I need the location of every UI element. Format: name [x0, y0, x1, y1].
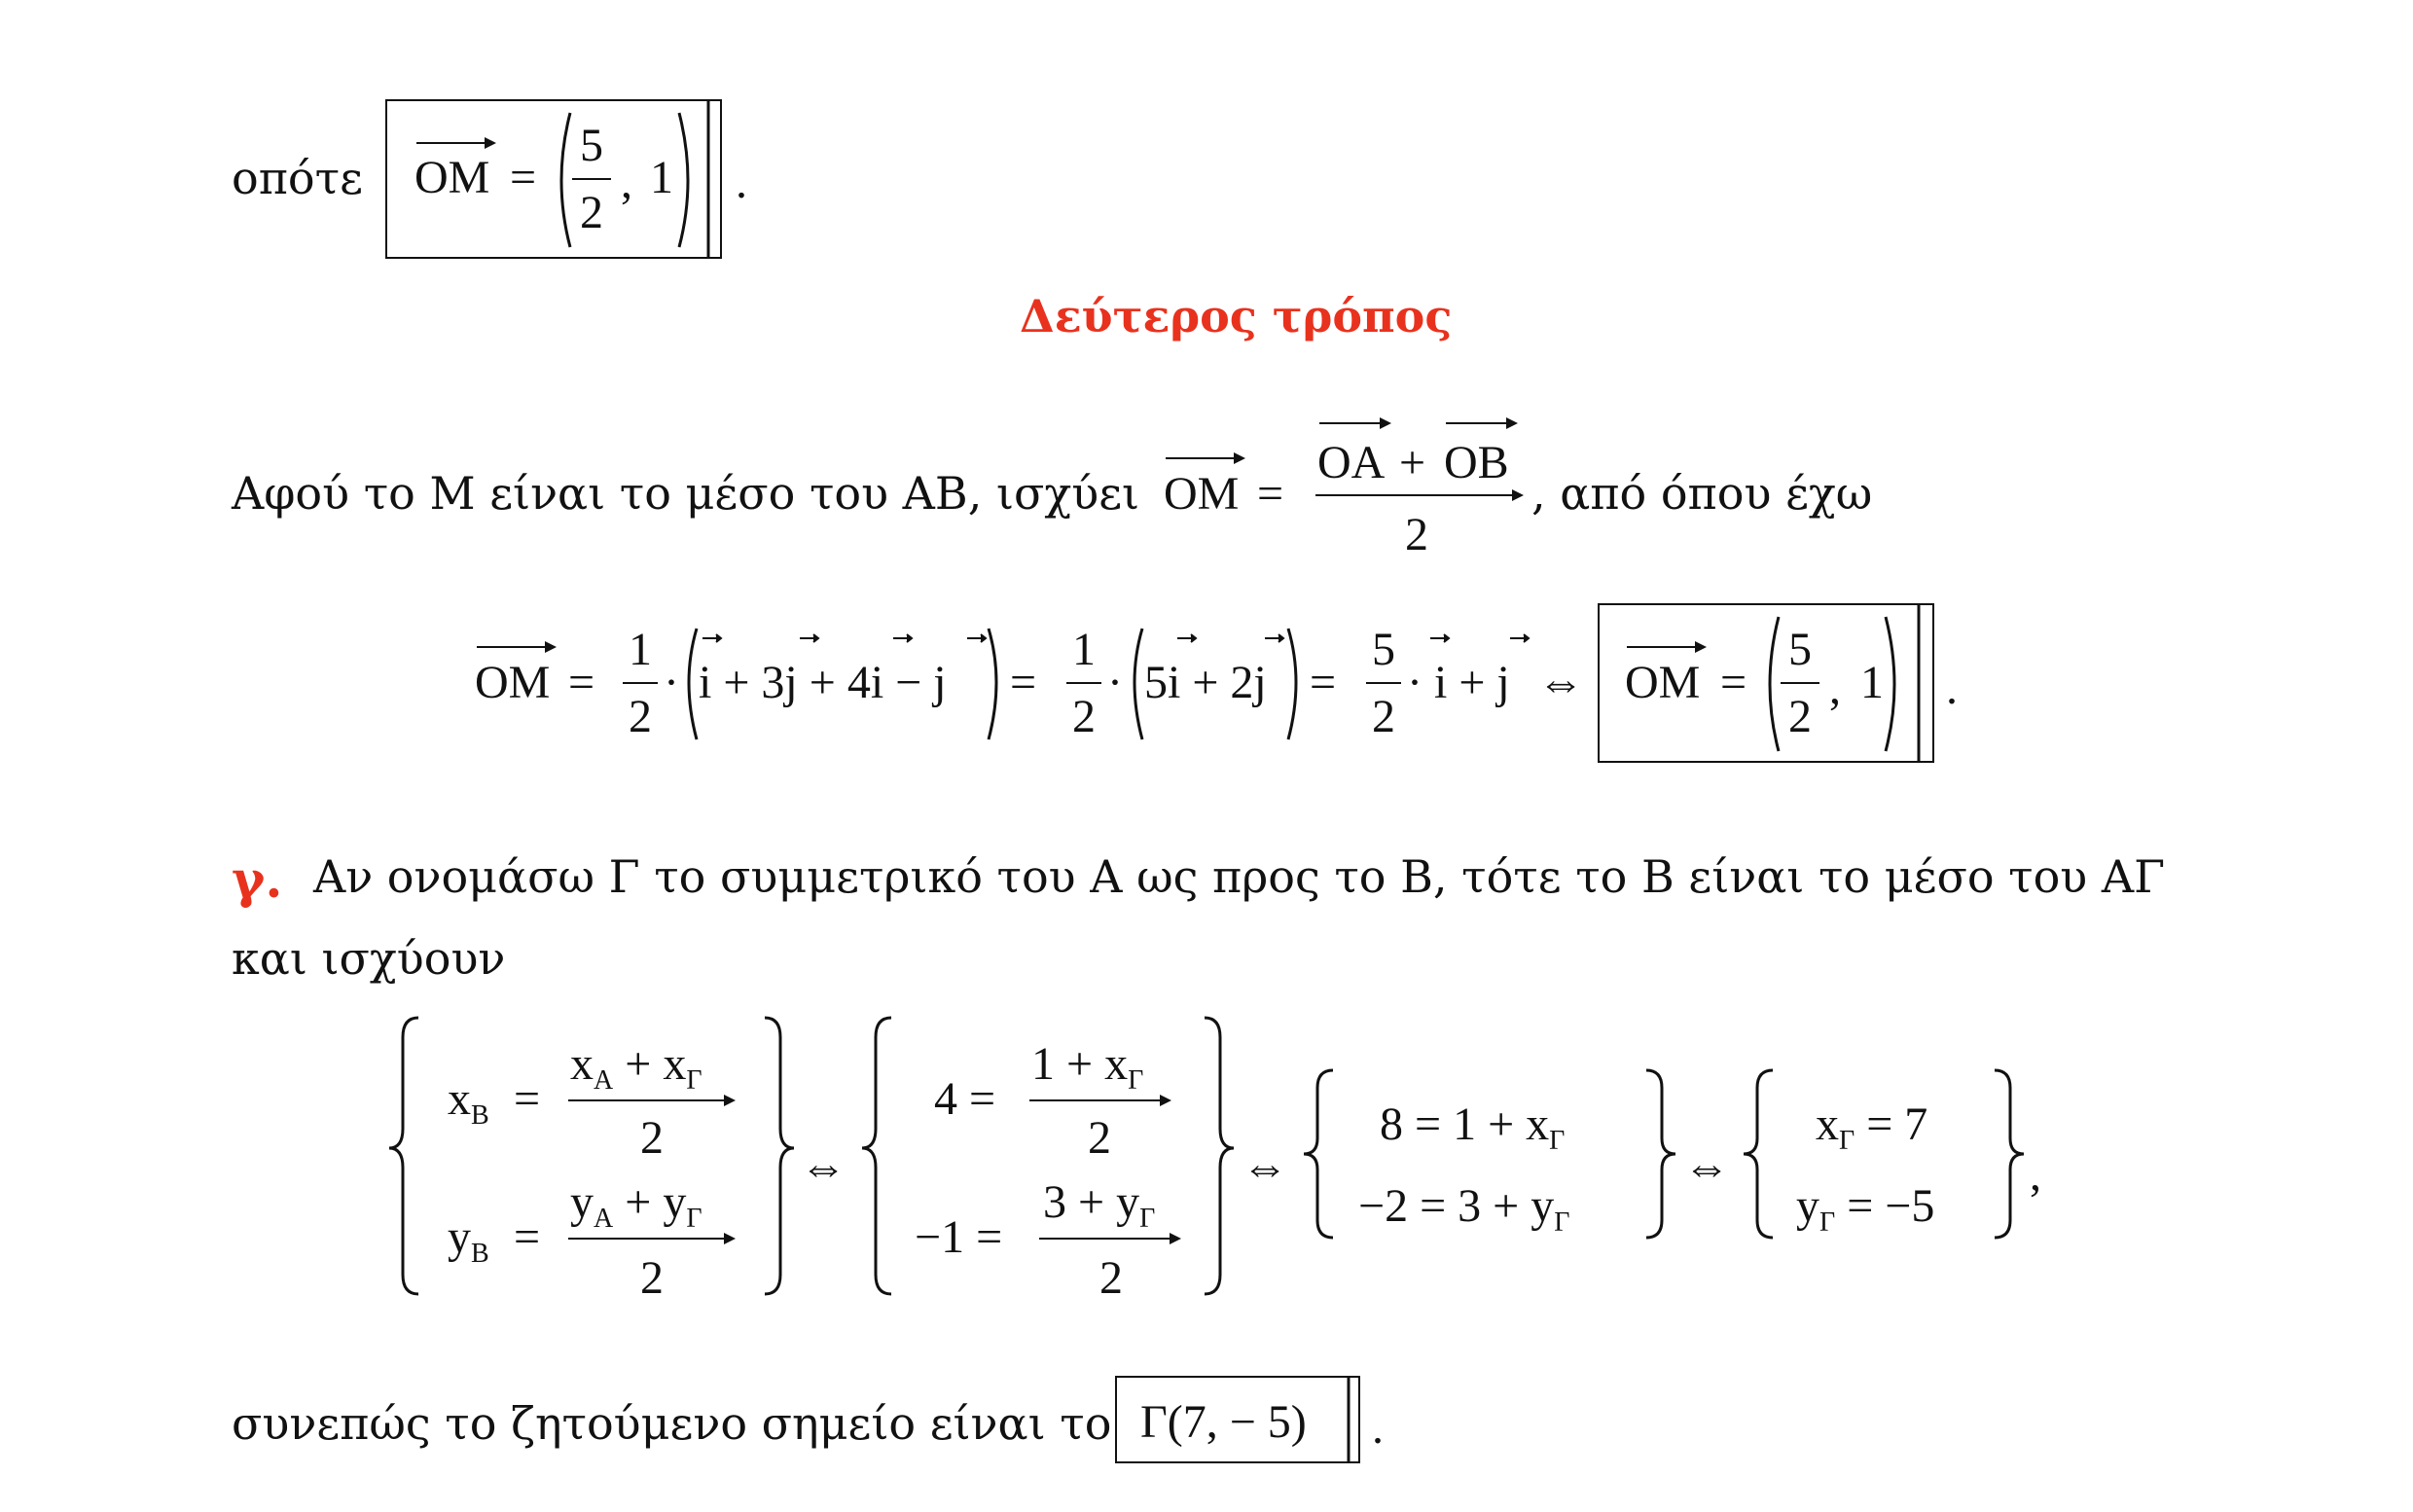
system1-brace-left: [389, 1018, 418, 1294]
system4-l1: $x_\Gamma = 7$: [1816, 1098, 1928, 1156]
line3-five-num: 5: [1372, 624, 1395, 675]
conclusion-text: συνεπώς το ζητούμενο σημείο είναι το: [232, 1397, 1112, 1450]
line1-dot: .: [736, 157, 747, 208]
section-heading: Δεύτερος τρόπος: [1020, 290, 1453, 342]
line3-paren1: i + 3j + 4i − j: [699, 657, 947, 708]
vec-arrow-i2: [893, 634, 912, 642]
line3-box-num: 5: [1788, 624, 1812, 675]
line2-text-before: Αφού το Μ είναι το μέσο του ΑΒ, ισχύει: [232, 467, 1140, 520]
line2-plus: +: [1399, 437, 1426, 488]
conclusion-dot: .: [1372, 1402, 1384, 1454]
line3-eq1: =: [568, 657, 595, 708]
system2-brace-right: [1205, 1018, 1234, 1294]
conclusion-answer: Γ(7, − 5): [1140, 1396, 1307, 1448]
line3-five-den: 2: [1372, 691, 1395, 742]
system2-l1-den: 2: [1088, 1112, 1111, 1164]
line3-om: OM: [475, 657, 551, 708]
system1-den2: 2: [640, 1252, 664, 1304]
system2-l1-left: 4 =: [934, 1073, 996, 1125]
line1-eq: =: [510, 152, 537, 203]
line1-second: 1: [650, 152, 673, 203]
line1-om: OM: [414, 152, 490, 203]
vec-arrow-i1: [702, 634, 721, 642]
line3-paren2-right: [1288, 629, 1296, 739]
vec-arrow-j3: [1265, 634, 1283, 642]
system1-yb: $y_B$: [448, 1211, 489, 1269]
line3-box-paren-right: [1886, 617, 1894, 751]
system4-brace-left: [1744, 1070, 1773, 1238]
line1-num: 5: [580, 120, 603, 171]
system1-num2: $y_A + y_\Gamma$: [570, 1176, 702, 1234]
line3-paren1-left: [689, 629, 697, 739]
line1-prefix: οπότε: [232, 152, 363, 204]
line3-box-paren-left: [1770, 617, 1779, 751]
line3-box-om: OM: [1625, 657, 1701, 708]
line3-paren2: 5i + 2j: [1144, 657, 1267, 708]
vec-arrow-i4: [1430, 634, 1449, 642]
system-iff-3: ⇔: [1683, 1141, 1730, 1193]
line3-iff: ⇔: [1537, 657, 1584, 708]
system-iff-2: ⇔: [1242, 1141, 1288, 1193]
line3-paren1-right: [989, 629, 996, 739]
system2-brace-left: [862, 1018, 891, 1294]
system4-brace-right: [1995, 1070, 2024, 1238]
system4-l2: $y_\Gamma = -5$: [1796, 1180, 1935, 1238]
part-c-text2: και ισχύουν: [232, 932, 506, 985]
line3-half2-num: 1: [1072, 624, 1096, 675]
system1-brace-right: [765, 1018, 794, 1294]
line1-den: 2: [580, 187, 603, 238]
vec-arrow-i3: [1177, 634, 1196, 642]
system1-xb: $x_B$: [448, 1073, 489, 1131]
system1-eq1: =: [514, 1073, 541, 1125]
line3-half2-den: 2: [1072, 691, 1096, 742]
system3-l1: $8 = 1 + x_\Gamma$: [1380, 1098, 1566, 1156]
line1-paren-right: [679, 113, 688, 247]
line3-box-sep: ,: [1829, 663, 1841, 714]
line3-eq2: =: [1010, 657, 1037, 708]
line2-text-after: , από όπου έχω: [1531, 467, 1873, 520]
system3-l2: $-2 = 3 + y_\Gamma$: [1358, 1180, 1570, 1238]
system2-l2-num: $3 + y_\Gamma$: [1043, 1176, 1156, 1234]
vec-arrow-j1: [800, 634, 818, 642]
line3-cdot2: ·: [1107, 657, 1123, 708]
vec-arrow-j4: [1510, 634, 1529, 642]
line3-box-den: 2: [1788, 691, 1812, 742]
line2-ob: OB: [1444, 437, 1509, 488]
line1-sep: ,: [621, 157, 632, 208]
system1-num1: $x_A + x_\Gamma$: [570, 1038, 702, 1096]
line3-box-second: 1: [1860, 657, 1884, 708]
line3-paren2-left: [1134, 629, 1142, 739]
system1-den1: 2: [640, 1112, 664, 1164]
line3-dot: .: [1946, 663, 1958, 714]
system-iff-1: ⇔: [800, 1141, 846, 1193]
part-c-letter: γ.: [232, 850, 283, 910]
line3-half-den: 2: [629, 691, 652, 742]
line2-om: OM: [1164, 468, 1240, 520]
system2-l2-left: −1 =: [915, 1211, 1003, 1263]
vec-arrow-j2: [967, 634, 986, 642]
line3-cdot1: ·: [664, 657, 679, 708]
line2-denominator: 2: [1405, 509, 1428, 560]
line3-half-num: 1: [629, 624, 652, 675]
system3-brace-right: [1646, 1070, 1675, 1238]
system1-eq2: =: [514, 1211, 541, 1263]
line2-oa: OA: [1317, 437, 1386, 488]
system-comma: ,: [2030, 1149, 2041, 1201]
line1-paren-left: [561, 113, 570, 247]
line3-eq3: =: [1310, 657, 1337, 708]
line2-eq: =: [1257, 468, 1284, 520]
line3-box-eq: =: [1720, 657, 1747, 708]
system2-l2-den: 2: [1099, 1252, 1123, 1304]
system3-brace-left: [1304, 1070, 1333, 1238]
system2-l1-num: $1 + x_\Gamma$: [1031, 1038, 1144, 1096]
line3-tail: · i + j: [1407, 657, 1510, 708]
part-c-text1: Αν ονομάσω Γ το συμμετρικό του Α ως προς το Β, τότε το Β είναι το μέσο του ΑΓ: [313, 850, 2166, 903]
